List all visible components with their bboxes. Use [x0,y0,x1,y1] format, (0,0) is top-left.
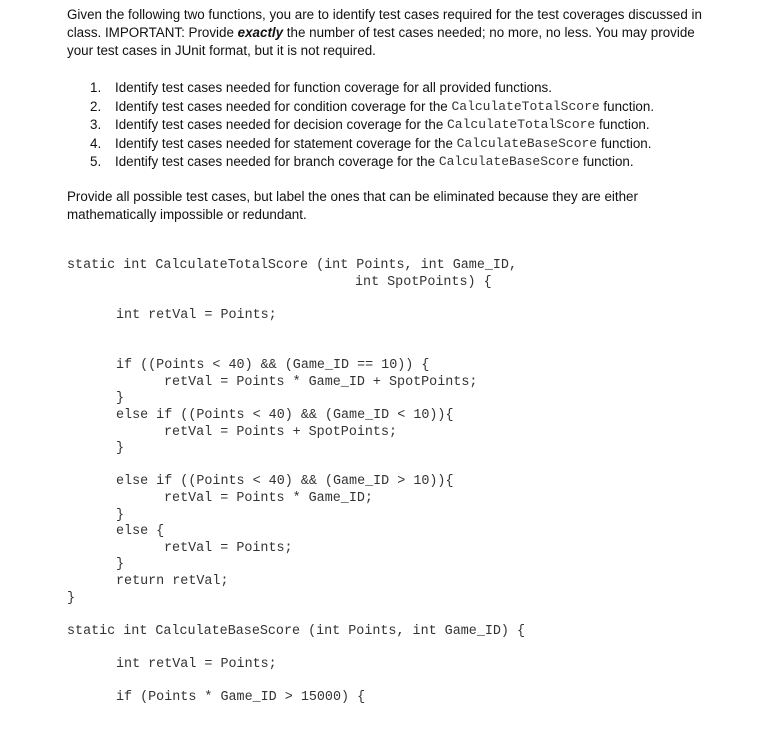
code-line: else { [116,524,165,539]
task-number: 2. [90,98,102,114]
code-line: if (Points * Game_ID > 15000) { [116,690,366,705]
intro-text-start: Given the following two functions, you are to identify test cases required for the test coverages discussed in class. IMPORTANT: Provide [67,7,702,40]
task-function-name: CalculateTotalScore [447,117,596,132]
code-line: if ((Points < 40) && (Game_ID == 10)) { [116,358,430,373]
task-number: 1. [90,80,102,95]
intro-emphasis: exactly [237,25,284,40]
task-list [90,79,730,172]
task-text: Identify test cases needed for statement coverage for the [115,135,457,151]
task-item [90,79,730,98]
task-suffix: function. [595,117,650,132]
code-line: } [116,441,125,456]
task-function-name: CalculateBaseScore [438,154,580,169]
task-item [90,135,730,154]
code-line: int SpotPoints) { [355,275,492,290]
task-item [90,116,730,135]
code-line: else if ((Points < 40) && (Game_ID < 10)){ [116,408,454,423]
task-number: 3. [90,117,102,132]
code-line: return retVal; [116,574,229,589]
instructions-paragraph: Provide all possible test cases, but label the ones that can be eliminated because they are either mathematically impossible or redundant. [67,189,638,222]
code-line: static int CalculateTotalScore (int Points, int Game_ID, [67,258,517,273]
task-item [90,98,730,117]
task-suffix: function. [599,98,655,114]
task-number: 4. [90,135,102,151]
task-text: Identify test cases needed for decision coverage for the [115,117,447,132]
code-line: int retVal = Points; [116,657,277,672]
task-suffix: function. [597,135,652,151]
code-line: retVal = Points + SpotPoints; [164,425,398,440]
code-line: retVal = Points * Game_ID + SpotPoints; [164,375,478,390]
code-line: } [116,391,125,406]
code-line: else if ((Points < 40) && (Game_ID > 10)){ [116,474,454,489]
code-line: retVal = Points; [164,541,293,556]
code-line: } [116,557,125,572]
code-line: retVal = Points * Game_ID; [164,491,373,506]
intro-text-end: the number of test cases needed; no more, no less. You may provide your test cases in JUnit format, but it is not required. [67,25,695,58]
task-text: Identify test cases needed for branch coverage for the [115,154,439,169]
task-item [90,153,730,172]
task-text: Identify test cases needed for function coverage for all provided functions. [115,80,552,95]
code-line: static int CalculateBaseScore (int Points, int Game_ID) { [67,624,526,639]
task-suffix: function. [579,154,634,169]
task-text: Identify test cases needed for condition coverage for the [115,98,452,114]
task-number: 5. [90,154,102,169]
code-line: int retVal = Points; [116,308,277,323]
code-line: } [67,591,76,606]
code-line: } [116,508,125,523]
task-function-name: CalculateBaseScore [456,135,598,151]
task-function-name: CalculateTotalScore [451,98,600,114]
intro-paragraph [67,6,717,60]
